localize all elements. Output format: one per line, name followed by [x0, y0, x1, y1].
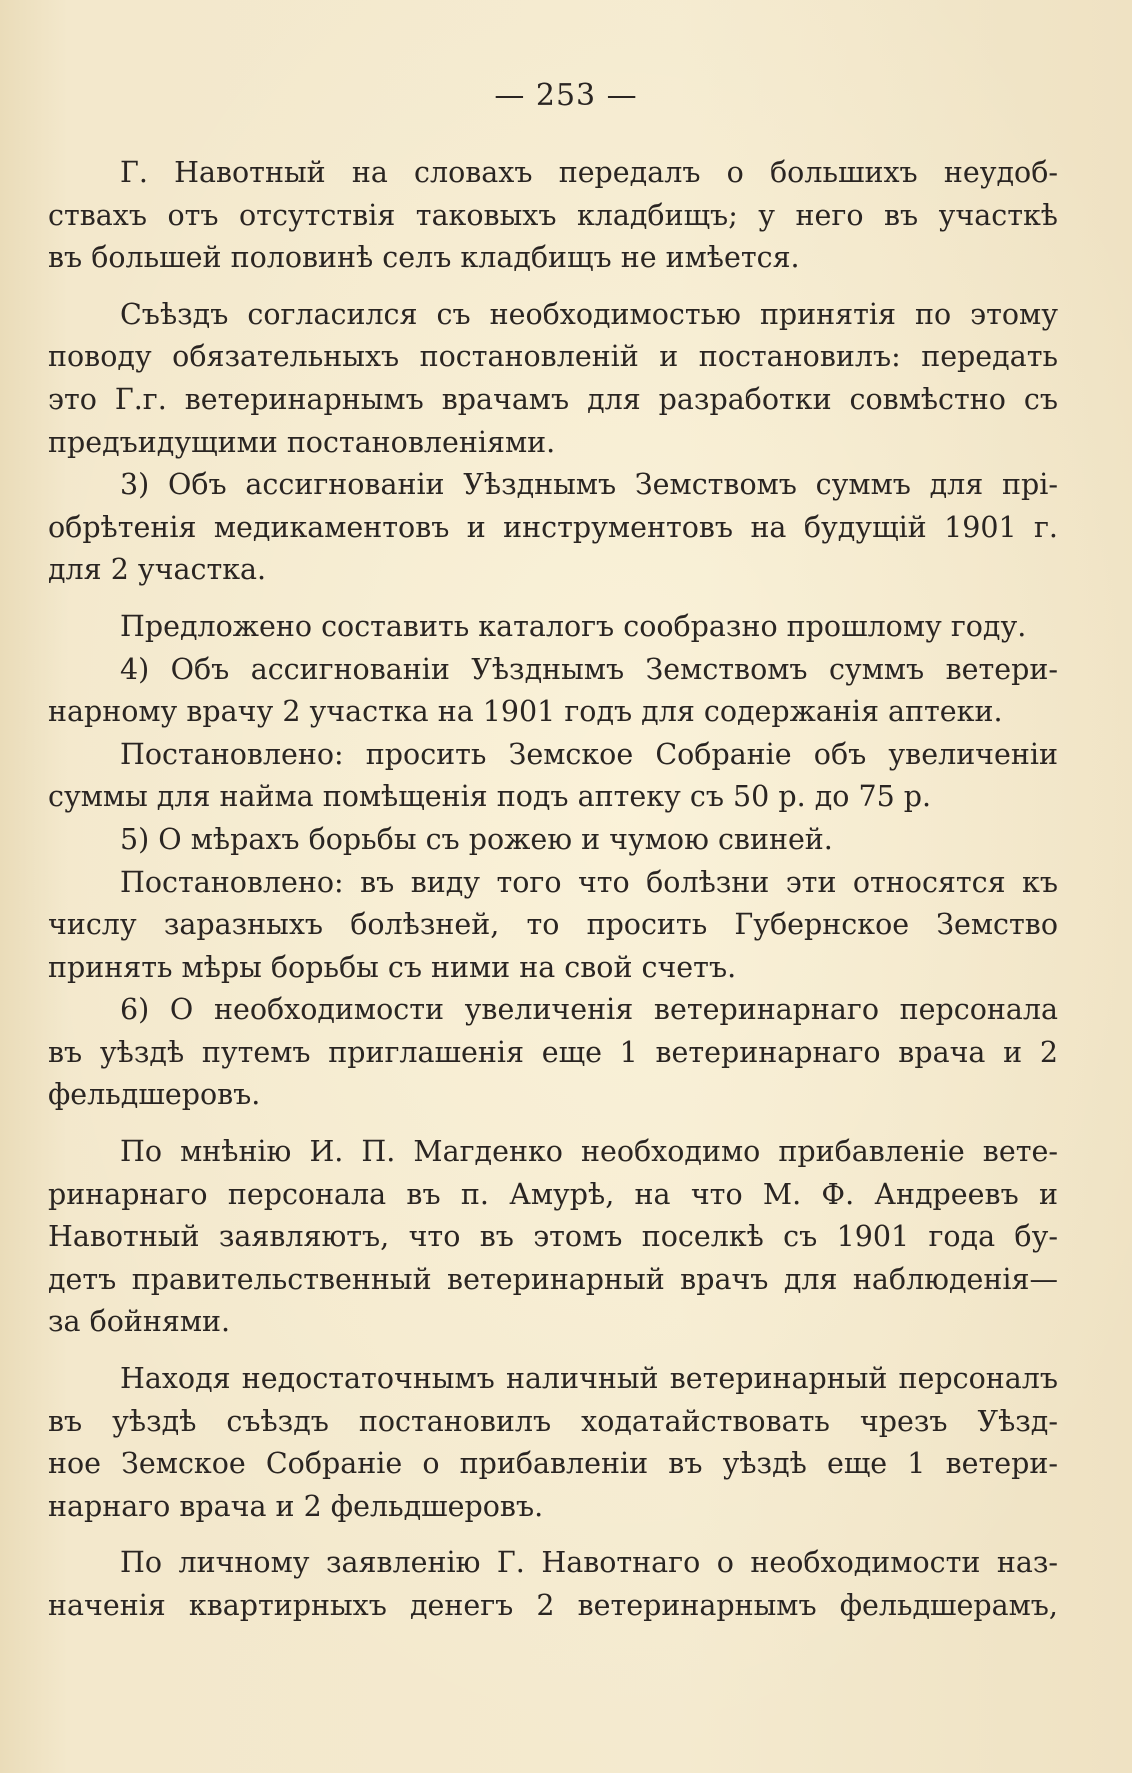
body-text — [48, 152, 1058, 1628]
item-5-decision-paragraph — [48, 862, 1058, 990]
congress-agreed-paragraph — [48, 294, 1058, 464]
page-number: — 253 — — [494, 78, 638, 113]
text-line: въ большей половинѣ селъ кладбищъ не имѣется. — [48, 241, 800, 275]
text-line: обрѣтенія медикаментовъ и инструментовъ на будущій 1901 г. — [48, 510, 1058, 544]
text-line: фельдшеровъ. — [48, 1078, 261, 1112]
text-line: числу заразныхъ болѣзней, то просить Губернское Земство — [48, 908, 1058, 942]
text-line: ствахъ отъ отсутствія таковыхъ кладбищъ; у него въ участкѣ — [48, 198, 1058, 232]
navotny-statement-paragraph — [48, 1542, 1058, 1627]
text-line: Постановлено: просить Земское Собраніе объ увеличеніи — [120, 737, 1058, 771]
item-6-paragraph — [48, 989, 1058, 1117]
text-line: Навотный заявляютъ, что въ этомъ поселкѣ съ 1901 года бу- — [48, 1220, 1058, 1254]
text-line: По мнѣнію И. П. Магденко необходимо прибавленіе вете- — [120, 1135, 1058, 1169]
text-line: Съѣздъ согласился съ необходимостью принятія по этому — [120, 297, 1058, 331]
text-line: нарнаго врача и 2 фельдшеровъ. — [48, 1489, 544, 1523]
text-line: ное Земское Собраніе о прибавленіи въ уѣздѣ еще 1 ветери- — [48, 1447, 1058, 1481]
text-line: 6) О необходимости увеличенія ветеринарнаго персонала — [120, 993, 1058, 1027]
magdenko-opinion-paragraph — [48, 1131, 1058, 1344]
text-line: принять мѣры борьбы съ ними на свой счетъ. — [48, 950, 737, 984]
text-line: Г. Навотный на словахъ передалъ о большихъ неудоб- — [120, 156, 1058, 189]
text-line: за бойнями. — [48, 1305, 231, 1339]
text-line: 5) О мѣрахъ борьбы съ рожею и чумою свиней. — [120, 822, 833, 856]
text-line: въ уѣздѣ съѣздъ постановилъ ходатайствовать чрезъ Уѣзд- — [48, 1404, 1058, 1438]
item-4-decision-paragraph — [48, 734, 1058, 819]
text-line: Постановлено: въ виду того что болѣзни эти относятся къ — [120, 865, 1058, 899]
navotny-paragraph — [48, 152, 1058, 280]
text-line: предъидущими постановленіями. — [48, 425, 556, 459]
text-line: ринарнаго персонала въ п. Амурѣ, на что М. Ф. Андреевъ и — [48, 1177, 1058, 1211]
text-line: суммы для найма помѣщенія подъ аптеку съ 50 р. до 75 р. — [48, 780, 932, 814]
item-3-paragraph — [48, 464, 1058, 592]
text-line: для 2 участка. — [48, 553, 267, 587]
text-line: въ уѣздѣ путемъ приглашенія еще 1 ветеринарнаго врача и 2 — [48, 1035, 1058, 1069]
text-line: детъ правительственный ветеринарный врачъ для наблюденія— — [48, 1262, 1058, 1296]
text-line: это Г.г. ветеринарнымъ врачамъ для разработки совмѣстно съ — [48, 382, 1058, 416]
item-4-paragraph — [48, 649, 1058, 734]
text-line: Предложено составить каталогъ сообразно прошлому году. — [120, 609, 1027, 643]
text-line: 4) Объ ассигнованіи Уѣзднымъ Земствомъ суммъ ветери- — [120, 652, 1058, 686]
text-line: Находя недостаточнымъ наличный ветеринарный персоналъ — [120, 1362, 1058, 1396]
item-3-decision-paragraph — [48, 606, 1058, 649]
text-line: По личному заявленію Г. Навотнаго о необходимости наз- — [120, 1546, 1058, 1580]
petition-paragraph — [48, 1358, 1058, 1528]
text-line: 3) Объ ассигнованіи Уѣзднымъ Земствомъ суммъ для прі- — [120, 468, 1058, 502]
item-5-paragraph — [48, 819, 1058, 862]
text-line: нарному врачу 2 участка на 1901 годъ для содержанія аптеки. — [48, 695, 1003, 729]
text-line: наченія квартирныхъ денегъ 2 ветеринарнымъ фельдшерамъ, — [48, 1589, 1058, 1622]
text-line: поводу обязательныхъ постановленій и постановилъ: передать — [48, 340, 1058, 374]
